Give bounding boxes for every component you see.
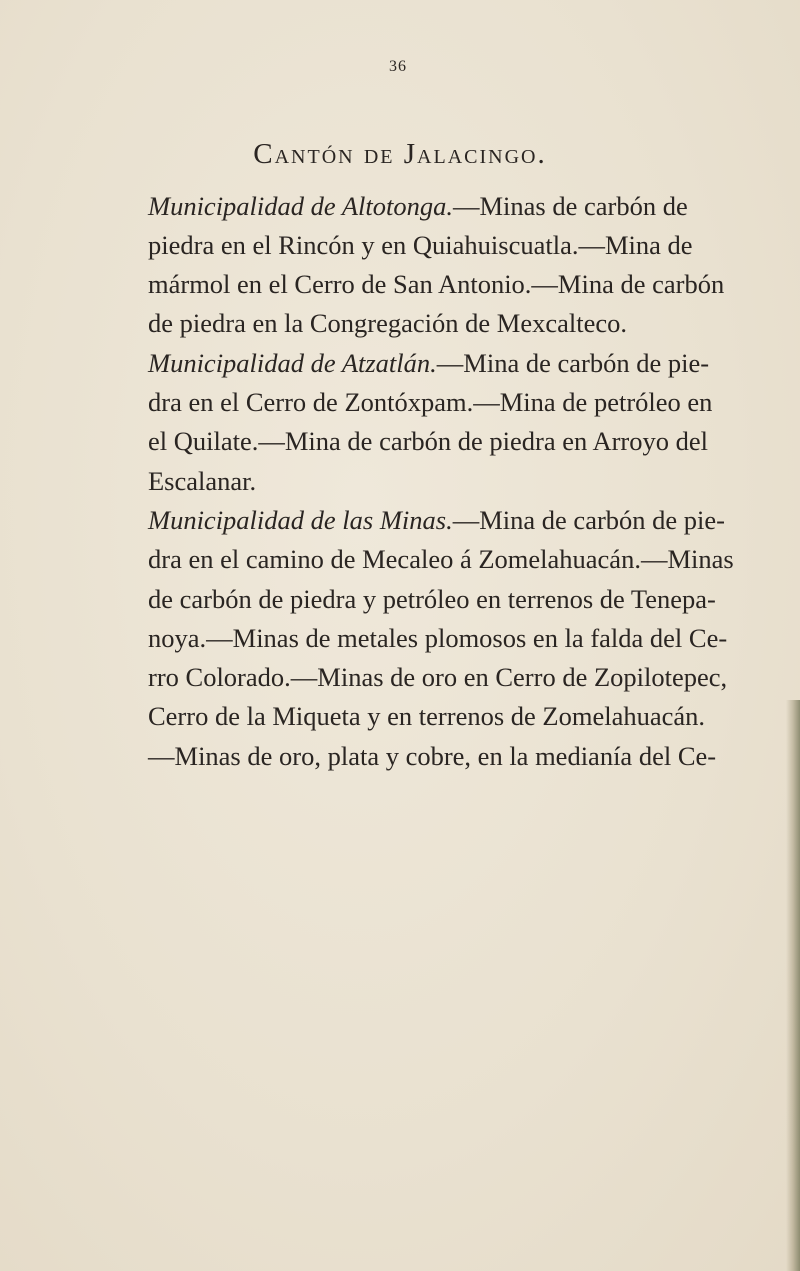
municipality-name: Municipalidad de Atzatlán. xyxy=(148,348,437,378)
text-line: el Quilate.—Mina de carbón de piedra en Arroyo del xyxy=(148,426,708,456)
page-number: 36 xyxy=(389,58,407,75)
text-line: Cerro de la Miqueta y en terrenos de Zomelahuacán. xyxy=(148,701,706,731)
text-line: —Minas de oro, plata y cobre, en la medianía del Ce- xyxy=(148,741,717,771)
text-line: piedra en el Rincón y en Quiahuiscuatla.—Mina de xyxy=(148,230,693,260)
text-line: Municipalidad de las Minas.—Mina de carbón de pie- xyxy=(148,505,725,535)
text-line: Escalanar. xyxy=(148,466,257,496)
text-line: de carbón de piedra y petróleo en terrenos de Tenepa- xyxy=(148,584,716,614)
municipality-name: Municipalidad de las Minas. xyxy=(148,505,453,535)
text-line: Municipalidad de Altotonga.—Minas de carbón de xyxy=(148,191,688,221)
text-line: dra en el Cerro de Zontóxpam.—Mina de petróleo en xyxy=(148,387,713,417)
text-line: de piedra en la Congregación de Mexcalteco. xyxy=(148,308,627,338)
text-line: rro Colorado.—Minas de oro en Cerro de Zopilotepec, xyxy=(148,662,728,692)
page-edge-shadow xyxy=(786,700,800,1271)
text-line: Municipalidad de Atzatlán.—Mina de carbón de pie- xyxy=(148,348,710,378)
text-line: dra en el camino de Mecaleo á Zomelahuacán.—Minas xyxy=(148,544,734,574)
municipality-name: Municipalidad de Altotonga. xyxy=(148,191,453,221)
section-heading-jalacingo: Cantón de Jalacingo. xyxy=(253,138,547,170)
text-line: noya.—Minas de metales plomosos en la falda del Ce- xyxy=(148,623,728,653)
text-line: mármol en el Cerro de San Antonio.—Mina de carbón xyxy=(148,269,725,299)
